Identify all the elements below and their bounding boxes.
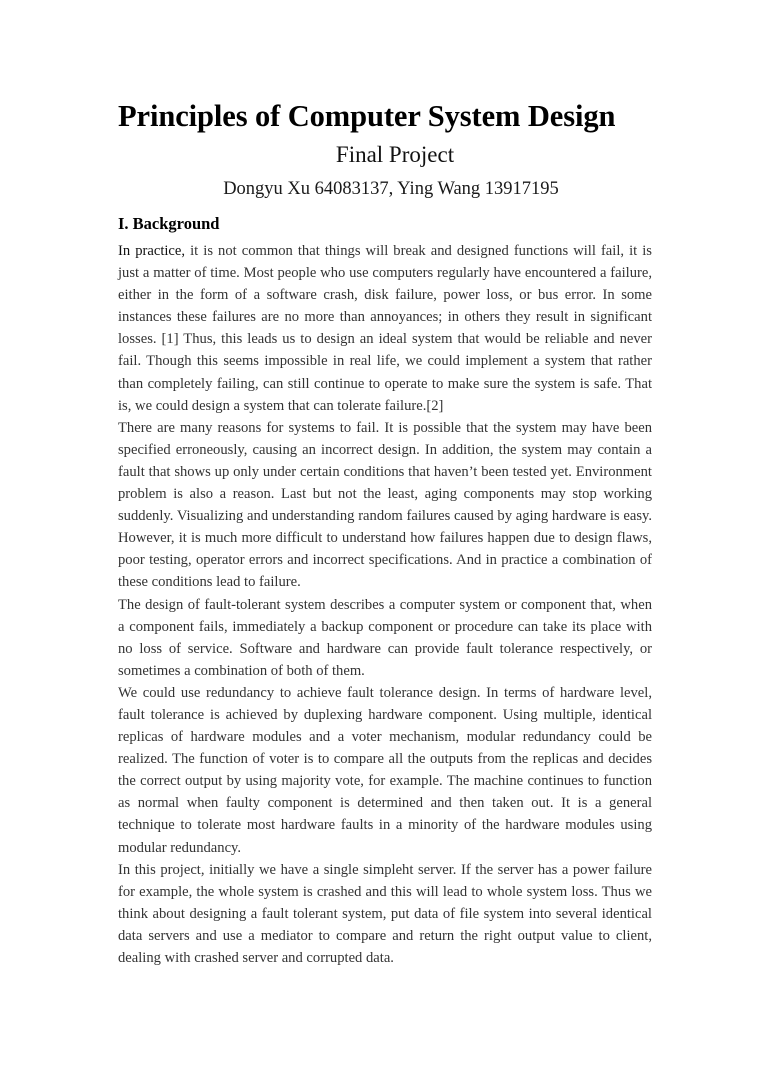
paragraph-lead: In practice, bbox=[118, 243, 186, 259]
section-body bbox=[118, 240, 652, 969]
paragraph-text: it is not common that things will break and designed functions will fail, it is just a matter of time. Most people who use computers regularly have encountered a failure, either in the form of a software crash, disk failure, power loss, or bus error. In some instances these failures are no more than annoyances; in others they result in significant losses. [1] Thus, this leads us to design an ideal system that would be reliable and never fail. Though this seems impossible in real life, we could implement a system that rather than completely failing, can still continue to operate to make sure the system is safe. That is, we could design a system that can tolerate failure.[2] bbox=[118, 243, 652, 414]
paragraph-4: We could use redundancy to achieve fault tolerance design. In terms of hardware level, fault tolerance is achieved by duplexing hardware component. Using multiple, identical replicas of hardware modules and a voter mechanism, modular redundancy could be realized. The function of voter is to compare all the outputs from the replicas and decides the correct output by using majority vote, for example. The machine continues to function as normal when faulty component is determined and then taken out. It is a general technique to tolerate most hardware faults in a minority of the hardware modules using modular redundancy. bbox=[118, 684, 652, 856]
document-page bbox=[118, 96, 652, 969]
paragraph-5: In this project, initially we have a single simpleht server. If the server has a power failure for example, the whole system is crashed and this will lead to whole system loss. Thus we think about designing a fault tolerant system, put data of file system into several identical data servers and use a mediator to compare and return the right output value to client, dealing with crashed server and corrupted data. bbox=[118, 861, 652, 966]
paragraph-1 bbox=[118, 240, 652, 417]
section-background bbox=[118, 212, 652, 969]
document-title: Principles of Computer System Design bbox=[118, 99, 616, 133]
document-subtitle: Final Project bbox=[335, 142, 455, 167]
document-authors: Dongyu Xu 64083137, Ying Wang 13917195 bbox=[223, 179, 559, 199]
paragraph-3: The design of fault-tolerant system describes a computer system or component that, when a component fails, immediately a backup component or procedure can take its place with no loss of service. Software and hardware can provide fault tolerance respectively, or sometimes a combination of both of them. bbox=[118, 596, 652, 679]
section-heading: I. Background bbox=[118, 214, 220, 233]
paragraph-2: There are many reasons for systems to fail. It is possible that the system may have been specified erroneously, causing an incorrect design. In addition, the system may contain a fault that shows up only under certain conditions that haven’t been tested yet. Environment problem is also a reason. Last but not the least, aging components may stop working suddenly. Visualizing and understanding random failures caused by aging hardware is easy. However, it is much more difficult to understand how failures happen due to design flaws, poor testing, operator errors and incorrect specifications. And in practice a combination of these conditions lead to failure. bbox=[118, 419, 652, 591]
